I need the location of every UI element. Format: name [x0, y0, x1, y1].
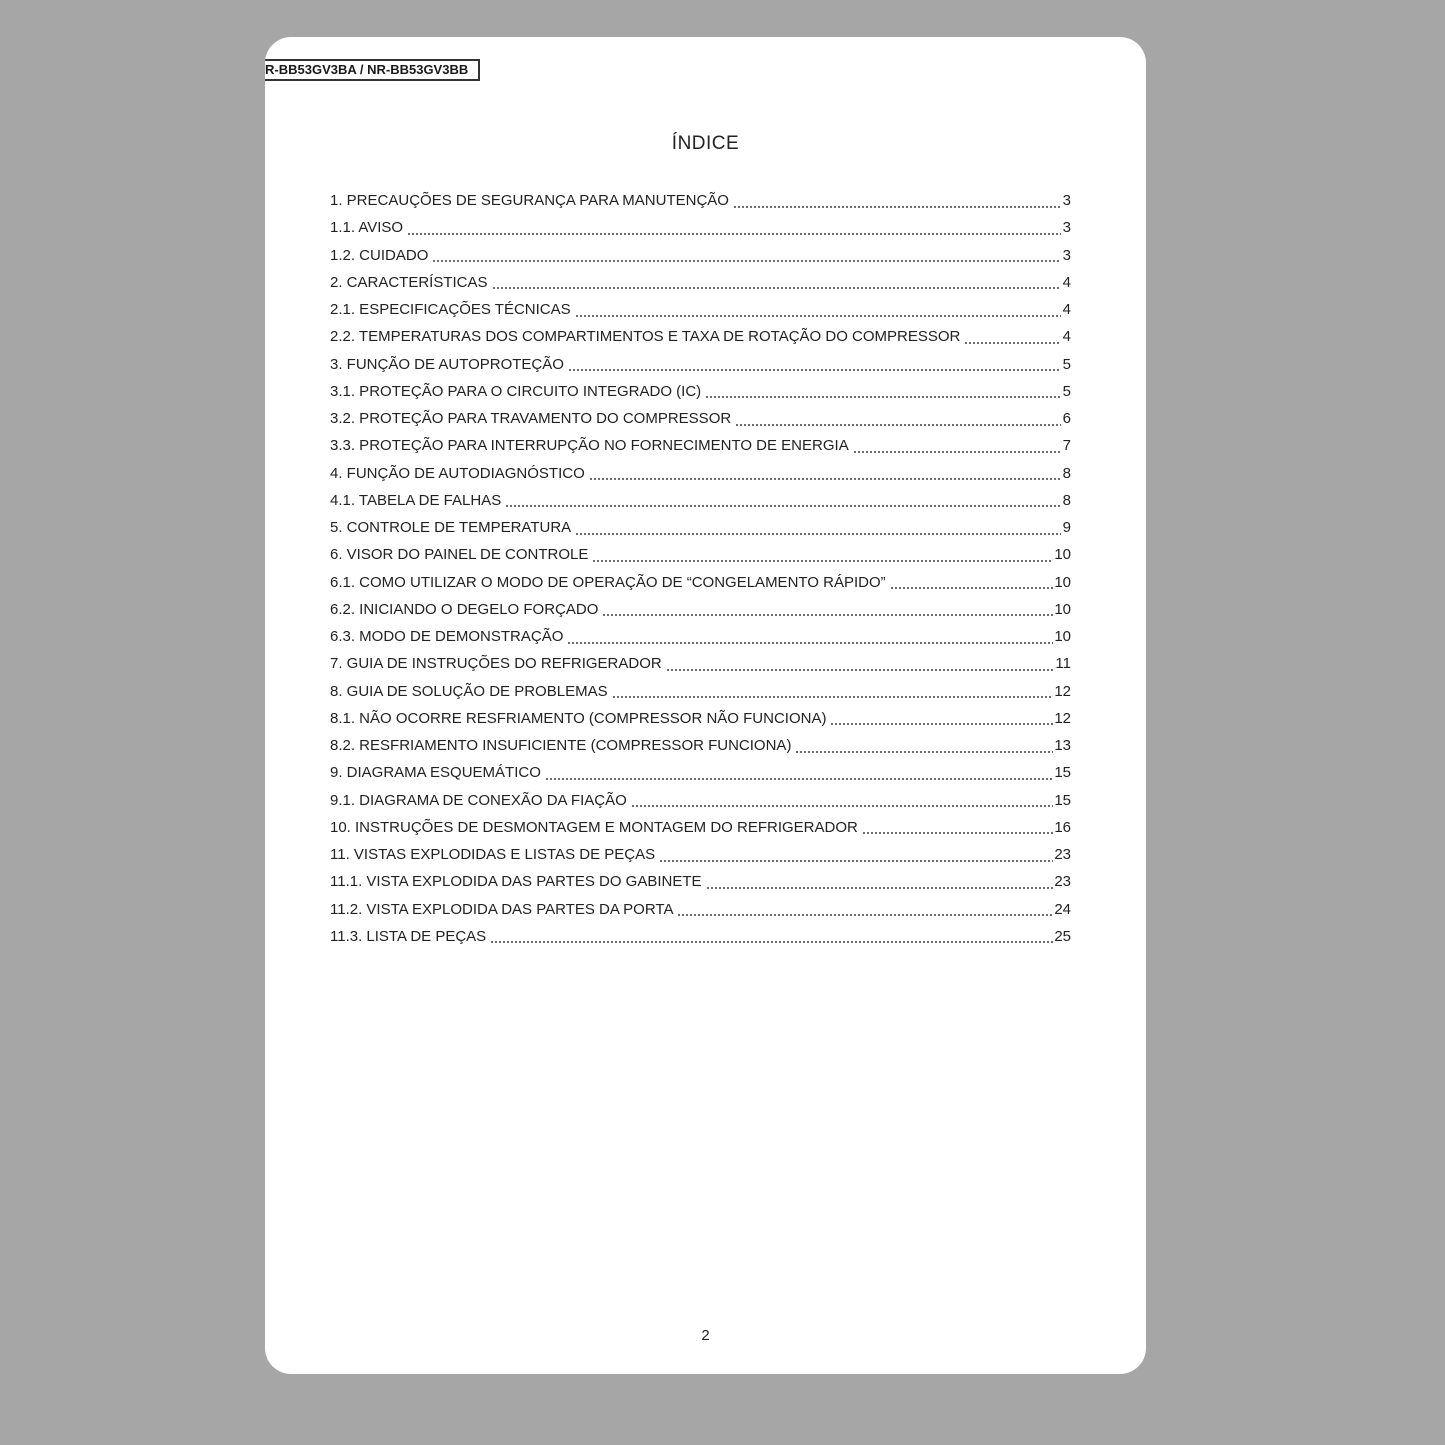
toc-entry-page: 9 — [1062, 519, 1071, 536]
toc-entry-label: 9.1. DIAGRAMA DE CONEXÃO DA FIAÇÃO — [330, 791, 627, 809]
toc-entry-label: 11.2. VISTA EXPLODIDA DAS PARTES DA PORTA — [330, 900, 674, 918]
dot-leader — [545, 768, 1053, 782]
dot-leader — [631, 795, 1054, 809]
model-number-label: R-BB53GV3BA / NR-BB53GV3BB — [265, 59, 480, 81]
document-page — [265, 37, 1146, 1374]
toc-entry-label: 1. PRECAUÇÕES DE SEGURANÇA PARA MANUTENÇÃO — [330, 192, 729, 209]
toc-entry[interactable] — [330, 353, 1071, 380]
dot-leader — [795, 741, 1053, 755]
dot-leader — [505, 495, 1061, 509]
toc-entry[interactable] — [330, 298, 1071, 325]
toc-entry-page: 15 — [1054, 764, 1071, 782]
toc-entry-label: 10. INSTRUÇÕES DE DESMONTAGEM E MONTAGEM DO REFRIGERADOR — [330, 818, 858, 836]
dot-leader — [666, 659, 1055, 673]
toc-entry-label: 8.1. NÃO OCORRE RESFRIAMENTO (COMPRESSOR NÃO FUNCIONA) — [330, 709, 827, 727]
dot-leader — [407, 223, 1061, 237]
toc-entry-page: 3 — [1062, 246, 1071, 264]
toc-entry[interactable] — [330, 462, 1071, 489]
toc-entry-label: 8. GUIA DE SOLUÇÃO DE PROBLEMAS — [330, 682, 608, 700]
dot-leader — [575, 523, 1061, 537]
toc-entry-label: 2. CARACTERÍSTICAS — [330, 273, 488, 291]
toc-entry-page: 13 — [1054, 737, 1071, 754]
toc-entry-page: 6 — [1062, 410, 1071, 427]
dot-leader — [567, 632, 1053, 646]
toc-entry-page: 24 — [1054, 900, 1071, 918]
toc-entry[interactable] — [330, 489, 1071, 516]
toc-entry-label: 3. FUNÇÃO DE AUTOPROTEÇÃO — [330, 355, 564, 373]
toc-entry[interactable] — [330, 870, 1071, 897]
toc-entry-page: 4 — [1062, 301, 1071, 318]
toc-entry[interactable] — [330, 707, 1071, 734]
toc-entry[interactable] — [330, 761, 1071, 788]
toc-entry-page: 12 — [1054, 682, 1071, 700]
dot-leader — [612, 686, 1054, 700]
dot-leader — [830, 713, 1053, 727]
toc-entry[interactable] — [330, 216, 1071, 243]
toc-entry[interactable] — [330, 625, 1071, 652]
dot-leader — [733, 196, 1061, 210]
toc-entry[interactable] — [330, 680, 1071, 707]
toc-entry[interactable] — [330, 734, 1071, 761]
toc-entry-page: 12 — [1054, 709, 1071, 727]
toc-entry[interactable] — [330, 925, 1071, 952]
dot-leader — [492, 277, 1061, 291]
toc-entry-page: 4 — [1062, 328, 1071, 346]
toc-entry[interactable] — [330, 516, 1071, 543]
dot-leader — [735, 414, 1061, 428]
toc-entry-label: 5. CONTROLE DE TEMPERATURA — [330, 519, 572, 536]
toc-entry-page: 3 — [1062, 219, 1071, 237]
toc-entry-label: 2.1. ESPECIFICAÇÕES TÉCNICAS — [330, 301, 571, 318]
toc-entry[interactable] — [330, 789, 1071, 816]
toc-entry[interactable] — [330, 816, 1071, 843]
toc-entry-page: 5 — [1062, 382, 1071, 400]
toc-entry-label: 2.2. TEMPERATURAS DOS COMPARTIMENTOS E TAXA DE ROTAÇÃO DO COMPRESSOR — [330, 328, 961, 346]
page-title: ÍNDICE — [671, 133, 740, 154]
toc-entry[interactable] — [330, 407, 1071, 434]
toc-entry[interactable] — [330, 271, 1071, 298]
toc-entry-page: 11 — [1055, 655, 1071, 673]
toc-entry-label: 11. VISTAS EXPLODIDAS E LISTAS DE PEÇAS — [330, 846, 656, 863]
dot-leader — [432, 250, 1061, 264]
dot-leader — [705, 386, 1061, 400]
toc-entry-label: 1.1. AVISO — [330, 219, 404, 237]
toc-entry-label: 6.2. INICIANDO O DEGELO FORÇADO — [330, 600, 599, 618]
toc-entry-page: 4 — [1062, 273, 1071, 291]
dot-leader — [568, 359, 1061, 373]
dot-leader — [890, 577, 1054, 591]
toc-entry-label: 6.1. COMO UTILIZAR O MODO DE OPERAÇÃO DE “CONGELAMENTO RÁPIDO” — [330, 573, 886, 591]
dot-leader — [592, 550, 1053, 564]
toc-entry[interactable] — [330, 571, 1071, 598]
dot-leader — [964, 332, 1061, 346]
dot-leader — [575, 305, 1061, 319]
toc-entry-label: 11.1. VISTA EXPLODIDA DAS PARTES DO GABINETE — [330, 873, 702, 891]
toc-entry-page: 10 — [1054, 573, 1071, 591]
toc-entry-page: 8 — [1062, 491, 1071, 509]
dot-leader — [602, 604, 1053, 618]
toc-entry[interactable] — [330, 652, 1071, 679]
dot-leader — [659, 850, 1053, 864]
toc-entry[interactable] — [330, 380, 1071, 407]
toc-entry-page: 25 — [1054, 927, 1071, 945]
dot-leader — [589, 468, 1061, 482]
page-number: 2 — [701, 1327, 710, 1344]
toc-entry-label: 4. FUNÇÃO DE AUTODIAGNÓSTICO — [330, 464, 585, 482]
toc-entry-page: 10 — [1054, 600, 1071, 618]
toc-entry-label: 9. DIAGRAMA ESQUEMÁTICO — [330, 764, 541, 782]
toc-entry[interactable] — [330, 598, 1071, 625]
toc-entry[interactable] — [330, 244, 1071, 271]
toc-entry-page: 16 — [1054, 818, 1071, 836]
toc-entry-label: 3.1. PROTEÇÃO PARA O CIRCUITO INTEGRADO (IC) — [330, 382, 702, 400]
toc-entry-page: 3 — [1062, 192, 1071, 209]
toc-entry-page: 15 — [1054, 791, 1071, 809]
toc-entry-label: 1.2. CUIDADO — [330, 246, 429, 264]
toc-entry-label: 7. GUIA DE INSTRUÇÕES DO REFRIGERADOR — [330, 655, 662, 673]
toc-entry-page: 7 — [1062, 437, 1071, 455]
toc-entry-page: 10 — [1054, 628, 1071, 645]
dot-leader — [677, 904, 1053, 918]
toc-entry-label: 8.2. RESFRIAMENTO INSUFICIENTE (COMPRESSOR FUNCIONA) — [330, 737, 792, 754]
toc-entry[interactable] — [330, 543, 1071, 570]
dot-leader — [490, 931, 1053, 945]
toc-entry-page: 8 — [1062, 464, 1071, 482]
dot-leader — [853, 441, 1061, 455]
toc-entry-label: 4.1. TABELA DE FALHAS — [330, 491, 502, 509]
toc-entry[interactable] — [330, 434, 1071, 461]
toc-entry-label: 3.2. PROTEÇÃO PARA TRAVAMENTO DO COMPRESSOR — [330, 410, 732, 427]
toc-entry[interactable] — [330, 843, 1071, 870]
toc-entry[interactable] — [330, 189, 1071, 216]
dot-leader — [862, 822, 1053, 836]
toc-entry[interactable] — [330, 325, 1071, 352]
toc-entry-label: 3.3. PROTEÇÃO PARA INTERRUPÇÃO NO FORNECIMENTO DE ENERGIA — [330, 437, 849, 455]
toc-entry-label: 11.3. LISTA DE PEÇAS — [330, 927, 487, 945]
table-of-contents — [330, 189, 1071, 952]
toc-entry-label: 6.3. MODO DE DEMONSTRAÇÃO — [330, 628, 564, 645]
toc-entry[interactable] — [330, 898, 1071, 925]
toc-entry-page: 10 — [1054, 546, 1071, 564]
toc-entry-label: 6. VISOR DO PAINEL DE CONTROLE — [330, 546, 589, 564]
toc-entry-page: 5 — [1062, 355, 1071, 373]
toc-entry-page: 23 — [1054, 873, 1071, 891]
toc-entry-page: 23 — [1054, 846, 1071, 863]
dot-leader — [706, 877, 1054, 891]
